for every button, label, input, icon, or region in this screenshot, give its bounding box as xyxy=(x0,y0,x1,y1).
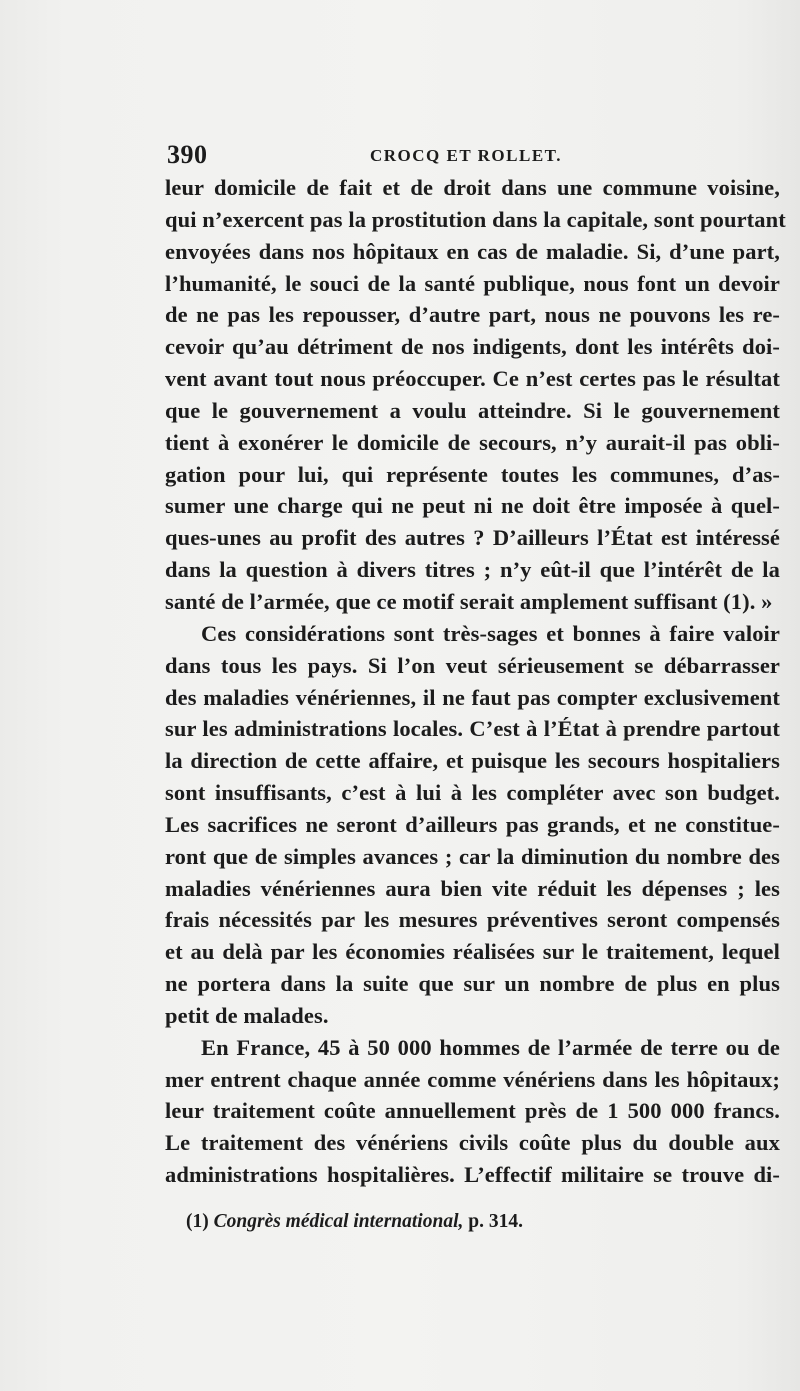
text-line: dans la question à divers titres ; n’y eût-il que l’intérêt de la xyxy=(165,557,780,583)
paragraph-1 xyxy=(165,172,786,618)
text-line: leur traitement coûte annuellement près de 1 500 000 francs. xyxy=(165,1098,780,1124)
text-line: l’humanité, le souci de la santé publique, nous font un devoir xyxy=(165,270,780,296)
text-line: la direction de cette affaire, et puisque les secours hospitaliers xyxy=(165,748,780,774)
text-line: maladies vénériennes aura bien vite réduit les dépenses ; les xyxy=(165,875,780,901)
text-line: de ne pas les repousser, d’autre part, nous ne pouvons les re- xyxy=(165,302,780,328)
text-line: ne portera dans la suite que sur un nombre de plus en plus xyxy=(165,971,780,997)
text-line: frais nécessités par les mesures préventives seront compensés xyxy=(165,907,780,933)
page-header xyxy=(167,140,787,170)
text-line: que le gouvernement a voulu atteindre. Si le gouvernement xyxy=(165,397,780,423)
text-line: ques-unes au profit des autres ? D’ailleurs l’État est intéressé xyxy=(165,525,780,551)
paragraph-3 xyxy=(165,1032,780,1191)
text-line: ront que de simples avances ; car la diminution du nombre des xyxy=(165,843,780,869)
text-line: sont insuffisants, c’est à lui à les compléter avec son budget. xyxy=(165,780,780,806)
text-line: qui n’exercent pas la prostitution dans la capitale, sont pourtant xyxy=(165,206,786,232)
text-line: envoyées dans nos hôpitaux en cas de maladie. Si, d’une part, xyxy=(165,238,780,264)
text-line: petit de malades. xyxy=(165,1002,329,1028)
text-line: administrations hospitalières. L’effectif militaire se trouve di- xyxy=(165,1162,780,1188)
footnote-title: Congrès médical international, xyxy=(213,1211,464,1232)
text-line: Les sacrifices ne seront d’ailleurs pas grands, et ne constitue- xyxy=(165,811,780,837)
paragraph-2 xyxy=(165,618,780,1032)
text-line: cevoir qu’au détriment de nos indigents, dont les intérêts doi- xyxy=(165,334,780,360)
text-line: En France, 45 à 50 000 hommes de l’armée de terre ou de xyxy=(201,1034,780,1060)
text-line: sumer une charge qui ne peut ni ne doit être imposée à quel- xyxy=(165,493,780,519)
text-line: gation pour lui, qui représente toutes les communes, d’as- xyxy=(165,461,780,487)
text-line: tient à exonérer le domicile de secours, n’y aurait-il pas obli- xyxy=(165,429,780,455)
footnote-marker: (1) xyxy=(186,1211,209,1232)
page-number: 390 xyxy=(167,140,208,169)
text-line: santé de l’armée, que ce motif serait amplement suffisant (1). » xyxy=(165,588,773,614)
text-line: dans tous les pays. Si l’on veut sérieusement se débarrasser xyxy=(165,652,780,678)
body-text xyxy=(165,172,786,1191)
text-line: et au delà par les économies réalisées sur le traitement, lequel xyxy=(165,939,780,965)
text-line: mer entrent chaque année comme vénériens dans les hôpitaux; xyxy=(165,1066,780,1092)
text-line: Le traitement des vénériens civils coûte plus du double aux xyxy=(165,1130,780,1156)
text-line: leur domicile de fait et de droit dans une commune voisine, xyxy=(165,175,780,200)
text-line: des maladies vénériennes, il ne faut pas compter exclusivement xyxy=(165,684,780,710)
text-line: vent avant tout nous préoccuper. Ce n’est certes pas le résultat xyxy=(165,366,780,392)
footnote-page-ref: p. 314. xyxy=(468,1211,523,1232)
footnote xyxy=(186,1211,746,1233)
text-line: sur les administrations locales. C’est à l’État à prendre partout xyxy=(165,716,780,742)
text-line: Ces considérations sont très-sages et bonnes à faire valoir xyxy=(201,620,780,646)
running-head: CROCQ ET ROLLET. xyxy=(370,146,562,165)
